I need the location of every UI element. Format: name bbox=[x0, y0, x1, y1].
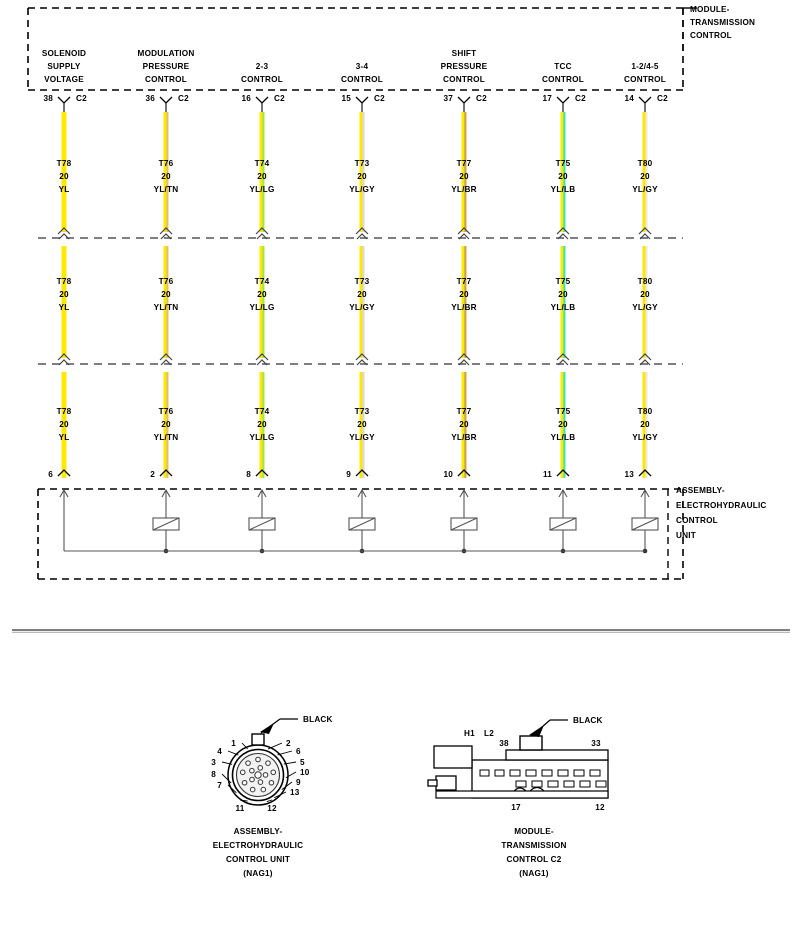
circuit-function-label-3-0: 3-4 bbox=[355, 62, 369, 71]
wire-circuit-id-4-1: T77 bbox=[456, 159, 472, 168]
rect-connector-key-label-h1: H1 bbox=[464, 729, 475, 738]
top-connector-tag-4: C2 bbox=[476, 94, 487, 103]
wire-circuit-id-4-3: T77 bbox=[456, 407, 472, 416]
rect-connector-cavity-lower-3 bbox=[564, 781, 574, 787]
bottom-pin-number-0: 6 bbox=[48, 470, 53, 479]
wire-gauge-0-3: 20 bbox=[59, 420, 69, 429]
wire-gauge-4-2: 20 bbox=[459, 290, 469, 299]
wire-color-code-2-3: YL/LG bbox=[249, 433, 275, 442]
top-connector-tag-6: C2 bbox=[657, 94, 668, 103]
round-connector-pin-label-13: 13 bbox=[290, 788, 300, 797]
rect-connector-left-ear bbox=[434, 746, 472, 768]
wire-gauge-0-1: 20 bbox=[59, 172, 69, 181]
rect-connector-cavity-key-1 bbox=[495, 770, 504, 776]
top-pin-number-1: 36 bbox=[145, 94, 155, 103]
wire-color-code-3-3: YL/GY bbox=[349, 433, 375, 442]
wire-color-code-0-2: YL bbox=[58, 303, 70, 312]
circuit-function-label-4-0: SHIFT bbox=[451, 49, 477, 58]
wire-color-code-6-2: YL/GY bbox=[632, 303, 658, 312]
wire-gauge-1-2: 20 bbox=[161, 290, 171, 299]
round-connector-pin-label-10: 10 bbox=[300, 768, 310, 777]
top-connector-tag-3: C2 bbox=[374, 94, 385, 103]
round-connector-pin-label-4: 4 bbox=[217, 747, 222, 756]
circuit-function-label-2-1: CONTROL bbox=[241, 75, 283, 84]
wire-circuit-id-2-3: T74 bbox=[254, 407, 270, 416]
round-connector-pin-cavity bbox=[261, 787, 266, 792]
wire-circuit-id-0-3: T78 bbox=[56, 407, 72, 416]
wire-color-code-3-1: YL/GY bbox=[349, 185, 375, 194]
bottom-pin-number-5: 11 bbox=[542, 470, 552, 479]
module-transmission-control-label-1: TRANSMISSION bbox=[690, 18, 756, 27]
circuit-function-label-1-0: MODULATION bbox=[137, 49, 195, 58]
module-transmission-control-label-0: MODULE- bbox=[690, 5, 730, 14]
round-connector-pin-label-6: 6 bbox=[296, 747, 301, 756]
wire-gauge-5-2: 20 bbox=[558, 290, 568, 299]
module-transmission-control-label-2: CONTROL bbox=[690, 31, 732, 40]
wire-circuit-id-1-1: T76 bbox=[158, 159, 174, 168]
rect-connector-cavity-lower-0 bbox=[516, 781, 526, 787]
rect-connector-latch-tip bbox=[428, 780, 437, 786]
black-callout-arrowhead-round bbox=[260, 723, 274, 734]
wire-circuit-id-2-1: T74 bbox=[254, 159, 270, 168]
round-connector-pin-cavity bbox=[246, 761, 251, 766]
wire-color-code-2-2: YL/LG bbox=[249, 303, 275, 312]
wire-color-code-1-1: YL/TN bbox=[153, 185, 179, 194]
round-connector-pin-label-7: 7 bbox=[217, 781, 222, 790]
wire-gauge-6-1: 20 bbox=[640, 172, 650, 181]
round-connector-caption-1: ELECTROHYDRAULIC bbox=[212, 841, 304, 850]
round-connector-pin-cavity bbox=[266, 761, 271, 766]
wire-color-code-1-3: YL/TN bbox=[153, 433, 179, 442]
connector-terminal-top-1 bbox=[160, 97, 172, 103]
wire-color-code-5-1: YL/LB bbox=[550, 185, 576, 194]
circuit-function-label-4-2: CONTROL bbox=[443, 75, 485, 84]
round-connector-pin-cavity bbox=[271, 770, 276, 775]
wire-gauge-4-1: 20 bbox=[459, 172, 469, 181]
assembly-electrohydraulic-label-0: ASSEMBLY- bbox=[676, 486, 725, 495]
rect-connector-bottom-rail bbox=[436, 791, 608, 798]
black-callout-arrowhead-rect bbox=[529, 725, 544, 737]
rect-connector-cavity-upper-1 bbox=[526, 770, 536, 776]
wire-gauge-5-1: 20 bbox=[558, 172, 568, 181]
wire-gauge-1-1: 20 bbox=[161, 172, 171, 181]
rect-connector-upper-step bbox=[506, 750, 608, 760]
assembly-electrohydraulic-boundary bbox=[38, 489, 683, 579]
connector-terminal-top-6 bbox=[639, 97, 651, 103]
rect-connector-cavity-lower-4 bbox=[580, 781, 590, 787]
wire-color-code-4-2: YL/BR bbox=[451, 303, 477, 312]
round-connector-pin-cavity bbox=[258, 766, 263, 771]
wire-color-code-0-1: YL bbox=[58, 185, 70, 194]
rect-connector-callout-label: BLACK bbox=[573, 716, 603, 725]
splice-chevron-inner-0-0 bbox=[59, 234, 69, 239]
rect-connector-caption-2: CONTROL C2 bbox=[506, 855, 562, 864]
rect-connector-cavity-key-0 bbox=[480, 770, 489, 776]
wire-circuit-id-6-1: T80 bbox=[637, 159, 653, 168]
assembly-electrohydraulic-label-1: ELECTROHYDRAULIC bbox=[676, 501, 767, 510]
round-connector-pin-label-3: 3 bbox=[211, 758, 216, 767]
round-connector-pin-label-11: 11 bbox=[235, 804, 245, 813]
wire-circuit-id-3-3: T73 bbox=[354, 407, 370, 416]
wire-circuit-id-5-2: T75 bbox=[555, 277, 571, 286]
round-connector-pin-label-12: 12 bbox=[267, 804, 277, 813]
circuit-function-label-6-0: 1-2/4-5 bbox=[631, 62, 659, 71]
wire-gauge-2-2: 20 bbox=[257, 290, 267, 299]
wire-circuit-id-4-2: T77 bbox=[456, 277, 472, 286]
rect-connector-pin-33: 33 bbox=[591, 739, 601, 748]
wire-gauge-1-3: 20 bbox=[161, 420, 171, 429]
wire-color-code-4-1: YL/BR bbox=[451, 185, 477, 194]
connector-terminal-top-0 bbox=[58, 97, 70, 103]
round-connector-latch bbox=[252, 734, 264, 745]
round-connector-callout-label: BLACK bbox=[303, 715, 333, 724]
wire-gauge-3-2: 20 bbox=[357, 290, 367, 299]
wire-gauge-6-2: 20 bbox=[640, 290, 650, 299]
round-connector-pin-cavity bbox=[250, 777, 255, 782]
round-connector-caption-3: (NAG1) bbox=[243, 869, 273, 878]
rect-connector-pin-12: 12 bbox=[595, 803, 605, 812]
rect-connector-pin-38: 38 bbox=[499, 739, 509, 748]
rect-connector-cavity-upper-3 bbox=[558, 770, 568, 776]
circuit-function-label-5-1: CONTROL bbox=[542, 75, 584, 84]
wire-circuit-id-3-1: T73 bbox=[354, 159, 370, 168]
round-connector-caption-2: CONTROL UNIT bbox=[225, 855, 291, 864]
rect-connector-latch-tab bbox=[436, 776, 456, 790]
wire-circuit-id-0-2: T78 bbox=[56, 277, 72, 286]
top-connector-tag-0: C2 bbox=[76, 94, 87, 103]
wire-color-code-1-2: YL/TN bbox=[153, 303, 179, 312]
wire-circuit-id-3-2: T73 bbox=[354, 277, 370, 286]
rect-connector-cavity-lower-1 bbox=[532, 781, 542, 787]
top-pin-number-5: 17 bbox=[542, 94, 552, 103]
rect-connector-cavity-upper-2 bbox=[542, 770, 552, 776]
round-connector-caption-0: ASSEMBLY- bbox=[233, 827, 283, 836]
wire-circuit-id-6-3: T80 bbox=[637, 407, 653, 416]
wire-gauge-4-3: 20 bbox=[459, 420, 469, 429]
wire-color-code-4-3: YL/BR bbox=[451, 433, 477, 442]
bottom-pin-number-6: 13 bbox=[624, 470, 634, 479]
round-connector-pin-cavity bbox=[250, 787, 255, 792]
bottom-pin-number-1: 2 bbox=[150, 470, 155, 479]
round-connector-pin-label-8: 8 bbox=[211, 770, 216, 779]
connector-terminal-top-5 bbox=[557, 97, 569, 103]
circuit-function-label-0-0: SOLENOID bbox=[41, 49, 87, 58]
top-pin-number-0: 38 bbox=[43, 94, 53, 103]
round-connector-pin-cavity bbox=[250, 768, 255, 773]
top-pin-number-2: 16 bbox=[241, 94, 251, 103]
wire-color-code-3-2: YL/GY bbox=[349, 303, 375, 312]
round-connector-pin-label-9: 9 bbox=[296, 778, 301, 787]
top-connector-tag-2: C2 bbox=[274, 94, 285, 103]
wire-color-code-6-1: YL/GY bbox=[632, 185, 658, 194]
wire-color-code-2-1: YL/LG bbox=[249, 185, 275, 194]
top-pin-number-4: 37 bbox=[443, 94, 453, 103]
wire-circuit-id-6-2: T80 bbox=[637, 277, 653, 286]
circuit-function-label-4-1: PRESSURE bbox=[440, 62, 488, 71]
wire-circuit-id-5-3: T75 bbox=[555, 407, 571, 416]
rect-connector-caption-1: TRANSMISSION bbox=[501, 841, 567, 850]
wire-circuit-id-1-2: T76 bbox=[158, 277, 174, 286]
round-connector-pin-label-1: 1 bbox=[231, 739, 236, 748]
bottom-pin-number-2: 8 bbox=[246, 470, 251, 479]
top-pin-number-6: 14 bbox=[624, 94, 634, 103]
connector-terminal-top-3 bbox=[356, 97, 368, 103]
circuit-function-label-6-1: CONTROL bbox=[624, 75, 666, 84]
top-pin-number-3: 15 bbox=[341, 94, 351, 103]
wire-gauge-6-3: 20 bbox=[640, 420, 650, 429]
top-connector-tag-1: C2 bbox=[178, 94, 189, 103]
wire-color-code-5-2: YL/LB bbox=[550, 303, 576, 312]
round-connector-pin-cavity bbox=[258, 780, 263, 785]
round-connector-center-cavity bbox=[255, 772, 261, 778]
circuit-function-label-0-1: SUPPLY bbox=[47, 62, 81, 71]
wire-gauge-3-3: 20 bbox=[357, 420, 367, 429]
wire-circuit-id-5-1: T75 bbox=[555, 159, 571, 168]
round-connector-pin-cavity bbox=[242, 780, 247, 785]
wire-circuit-id-0-1: T78 bbox=[56, 159, 72, 168]
rect-connector-caption-3: (NAG1) bbox=[519, 869, 549, 878]
circuit-function-label-3-1: CONTROL bbox=[341, 75, 383, 84]
circuit-function-label-2-0: 2-3 bbox=[255, 62, 269, 71]
wire-gauge-3-1: 20 bbox=[357, 172, 367, 181]
splice-chevron-inner-0-1 bbox=[59, 360, 69, 365]
round-connector-pin-cavity bbox=[256, 757, 261, 762]
rect-connector-cavity-lower-5 bbox=[596, 781, 606, 787]
rect-connector-caption-0: MODULE- bbox=[514, 827, 554, 836]
rect-connector-cavity-upper-5 bbox=[590, 770, 600, 776]
round-connector-pin-label-5: 5 bbox=[300, 758, 305, 767]
rect-connector-cavity-lower-2 bbox=[548, 781, 558, 787]
round-pin-leader-right-0 bbox=[268, 743, 282, 749]
round-connector-pin-cavity bbox=[269, 780, 274, 785]
round-connector-pin-cavity bbox=[263, 773, 268, 778]
rect-connector-latch-tower bbox=[520, 736, 542, 750]
round-connector-pin-label-2: 2 bbox=[286, 739, 291, 748]
circuit-function-label-5-0: TCC bbox=[554, 62, 572, 71]
bottom-pin-number-4: 10 bbox=[443, 470, 453, 479]
circuit-function-label-1-2: CONTROL bbox=[145, 75, 187, 84]
circuit-function-label-0-2: VOLTAGE bbox=[44, 75, 84, 84]
circuit-function-label-1-1: PRESSURE bbox=[142, 62, 190, 71]
wire-color-code-5-3: YL/LB bbox=[550, 433, 576, 442]
assembly-electrohydraulic-label-3: UNIT bbox=[676, 531, 696, 540]
wire-color-code-0-3: YL bbox=[58, 433, 70, 442]
bottom-pin-number-3: 9 bbox=[346, 470, 351, 479]
rect-connector-key-label-l2: L2 bbox=[484, 729, 494, 738]
wire-gauge-2-1: 20 bbox=[257, 172, 267, 181]
wire-gauge-5-3: 20 bbox=[558, 420, 568, 429]
rect-connector-cavity-upper-0 bbox=[510, 770, 520, 776]
rect-connector-pin-17: 17 bbox=[511, 803, 521, 812]
assembly-electrohydraulic-label-2: CONTROL bbox=[676, 516, 718, 525]
rect-connector-cavity-upper-4 bbox=[574, 770, 584, 776]
wire-gauge-2-3: 20 bbox=[257, 420, 267, 429]
top-connector-tag-5: C2 bbox=[575, 94, 586, 103]
connector-terminal-top-4 bbox=[458, 97, 470, 103]
wire-circuit-id-2-2: T74 bbox=[254, 277, 270, 286]
wire-gauge-0-2: 20 bbox=[59, 290, 69, 299]
round-pin-leader-right-1 bbox=[278, 751, 292, 755]
wire-color-code-6-3: YL/GY bbox=[632, 433, 658, 442]
round-connector-pin-cavity bbox=[240, 770, 245, 775]
wire-circuit-id-1-3: T76 bbox=[158, 407, 174, 416]
connector-terminal-top-2 bbox=[256, 97, 268, 103]
